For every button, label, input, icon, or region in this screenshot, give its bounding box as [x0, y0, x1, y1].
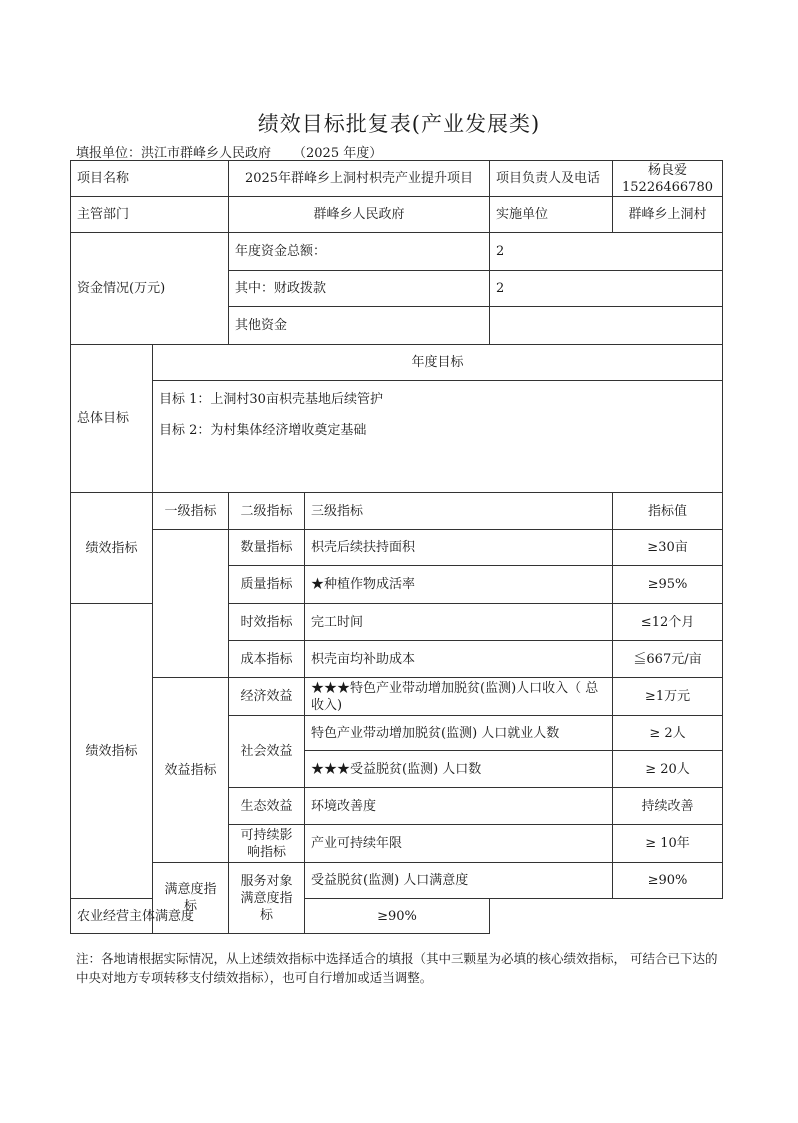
annual-goal-content	[153, 381, 723, 493]
overall-goal-header-row	[71, 345, 723, 381]
level3-cell: 枳壳亩均补助成本	[305, 641, 613, 678]
department-row	[71, 197, 723, 233]
department-value: 群峰乡人民政府	[229, 197, 490, 233]
goal-item: 目标 1：上洞村30亩枳壳基地后续管护	[159, 392, 383, 407]
project-row	[71, 161, 723, 197]
value-cell: ≥90%	[305, 899, 490, 934]
level2-cell: 经济效益	[229, 678, 305, 716]
value-cell: ≥ 10年	[613, 825, 723, 863]
value-cell: ≥90%	[613, 863, 723, 899]
level3-cell: 环境改善度	[305, 788, 613, 825]
indicator-header-row	[71, 493, 723, 530]
performance-table	[70, 160, 723, 934]
value-cell: ≤12个月	[613, 604, 723, 641]
level3-header: 三级指标	[305, 493, 613, 530]
level2-cell: 时效指标	[229, 604, 305, 641]
impl-unit-value: 群峰乡上洞村	[613, 197, 723, 233]
indicator-row	[71, 863, 723, 899]
indicator-label-top: 绩效指标	[71, 493, 153, 604]
fill-unit-label: 填报单位：洪江市群峰乡人民政府	[76, 146, 272, 161]
funding-fiscal-label: 其中：财政拨款	[229, 271, 490, 307]
funding-total-value: 2	[490, 233, 723, 271]
level3-cell: 枳壳后续扶持面积	[305, 530, 613, 566]
annual-goal-header: 年度目标	[153, 345, 723, 381]
funding-fiscal-value: 2	[490, 271, 723, 307]
level2-cell: 服务对象满意度指标	[229, 863, 305, 934]
fill-unit-line	[76, 142, 382, 161]
value-header: 指标值	[613, 493, 723, 530]
indicator-row	[71, 530, 723, 566]
satisfaction-label: 满意度指标	[153, 863, 229, 934]
level3-cell: 产业可持续年限	[305, 825, 613, 863]
impl-unit-label: 实施单位	[490, 197, 613, 233]
value-cell: ≥95%	[613, 566, 723, 604]
value-cell: ≥1万元	[613, 678, 723, 716]
level2-cell: 生态效益	[229, 788, 305, 825]
fill-year: （2025 年度）	[293, 146, 383, 161]
level2-cell: 质量指标	[229, 566, 305, 604]
value-cell: ≥30亩	[613, 530, 723, 566]
overall-goal-label: 总体目标	[71, 345, 153, 493]
level3-cell: ★种植作物成活率	[305, 566, 613, 604]
funding-other-value	[490, 307, 723, 345]
funding-other-label: 其他资金	[229, 307, 490, 345]
indicator-row	[71, 678, 723, 716]
page-title: 绩效目标批复表(产业发展类)	[257, 112, 541, 136]
level1-header: 一级指标	[153, 493, 229, 530]
indicator-row	[71, 899, 723, 934]
level3-cell: 完工时间	[305, 604, 613, 641]
department-label: 主管部门	[71, 197, 229, 233]
level2-cell: 成本指标	[229, 641, 305, 678]
level3-cell: ★★★特色产业带动增加脱贫(监测)人口收入（ 总收入)	[305, 678, 613, 716]
level3-cell: ★★★受益脱贫(监测) 人口数	[305, 751, 613, 788]
value-cell: 持续改善	[613, 788, 723, 825]
footnote: 注：各地请根据实际情况，从上述绩效指标中选择适合的填报（其中三颗星为必填的核心绩效指标， 可结合已下达的中央对地方专项转移支付绩效指标），也可自行增加或适当调整。	[76, 951, 718, 985]
level2-cell: 社会效益	[229, 716, 305, 788]
level2-header: 二级指标	[229, 493, 305, 530]
level3-cell: 受益脱贫(监测) 人口满意度	[305, 863, 613, 899]
funding-row	[71, 233, 723, 271]
level3-cell: 农业经营主体满意度	[71, 899, 229, 934]
project-name-label: 项目名称	[71, 161, 229, 197]
goal-item: 目标 2：为村集体经济增收奠定基础	[159, 423, 367, 438]
level2-cell: 数量指标	[229, 530, 305, 566]
overall-goal-row	[71, 381, 723, 493]
level3-cell: 特色产业带动增加脱贫(监测) 人口就业人数	[305, 716, 613, 751]
project-contact-label: 项目负责人及电话	[490, 161, 613, 197]
funding-label: 资金情况(万元)	[71, 233, 229, 345]
project-contact-cell	[613, 161, 723, 197]
level1-empty-cell	[153, 530, 229, 678]
value-cell: ≦667元/亩	[613, 641, 723, 678]
value-cell: ≥ 2人	[613, 716, 723, 751]
project-name-value: 2025年群峰乡上洞村枳壳产业提升项目	[229, 161, 490, 197]
contact-name: 杨良爱	[648, 162, 688, 178]
funding-total-label: 年度资金总额：	[229, 233, 490, 271]
contact-phone: 15226466780	[622, 179, 713, 195]
value-cell: ≥ 20人	[613, 751, 723, 788]
benefit-label: 效益指标	[153, 678, 229, 863]
level2-cell: 可持续影响指标	[229, 825, 305, 863]
indicator-label-bottom: 绩效指标	[71, 604, 153, 899]
